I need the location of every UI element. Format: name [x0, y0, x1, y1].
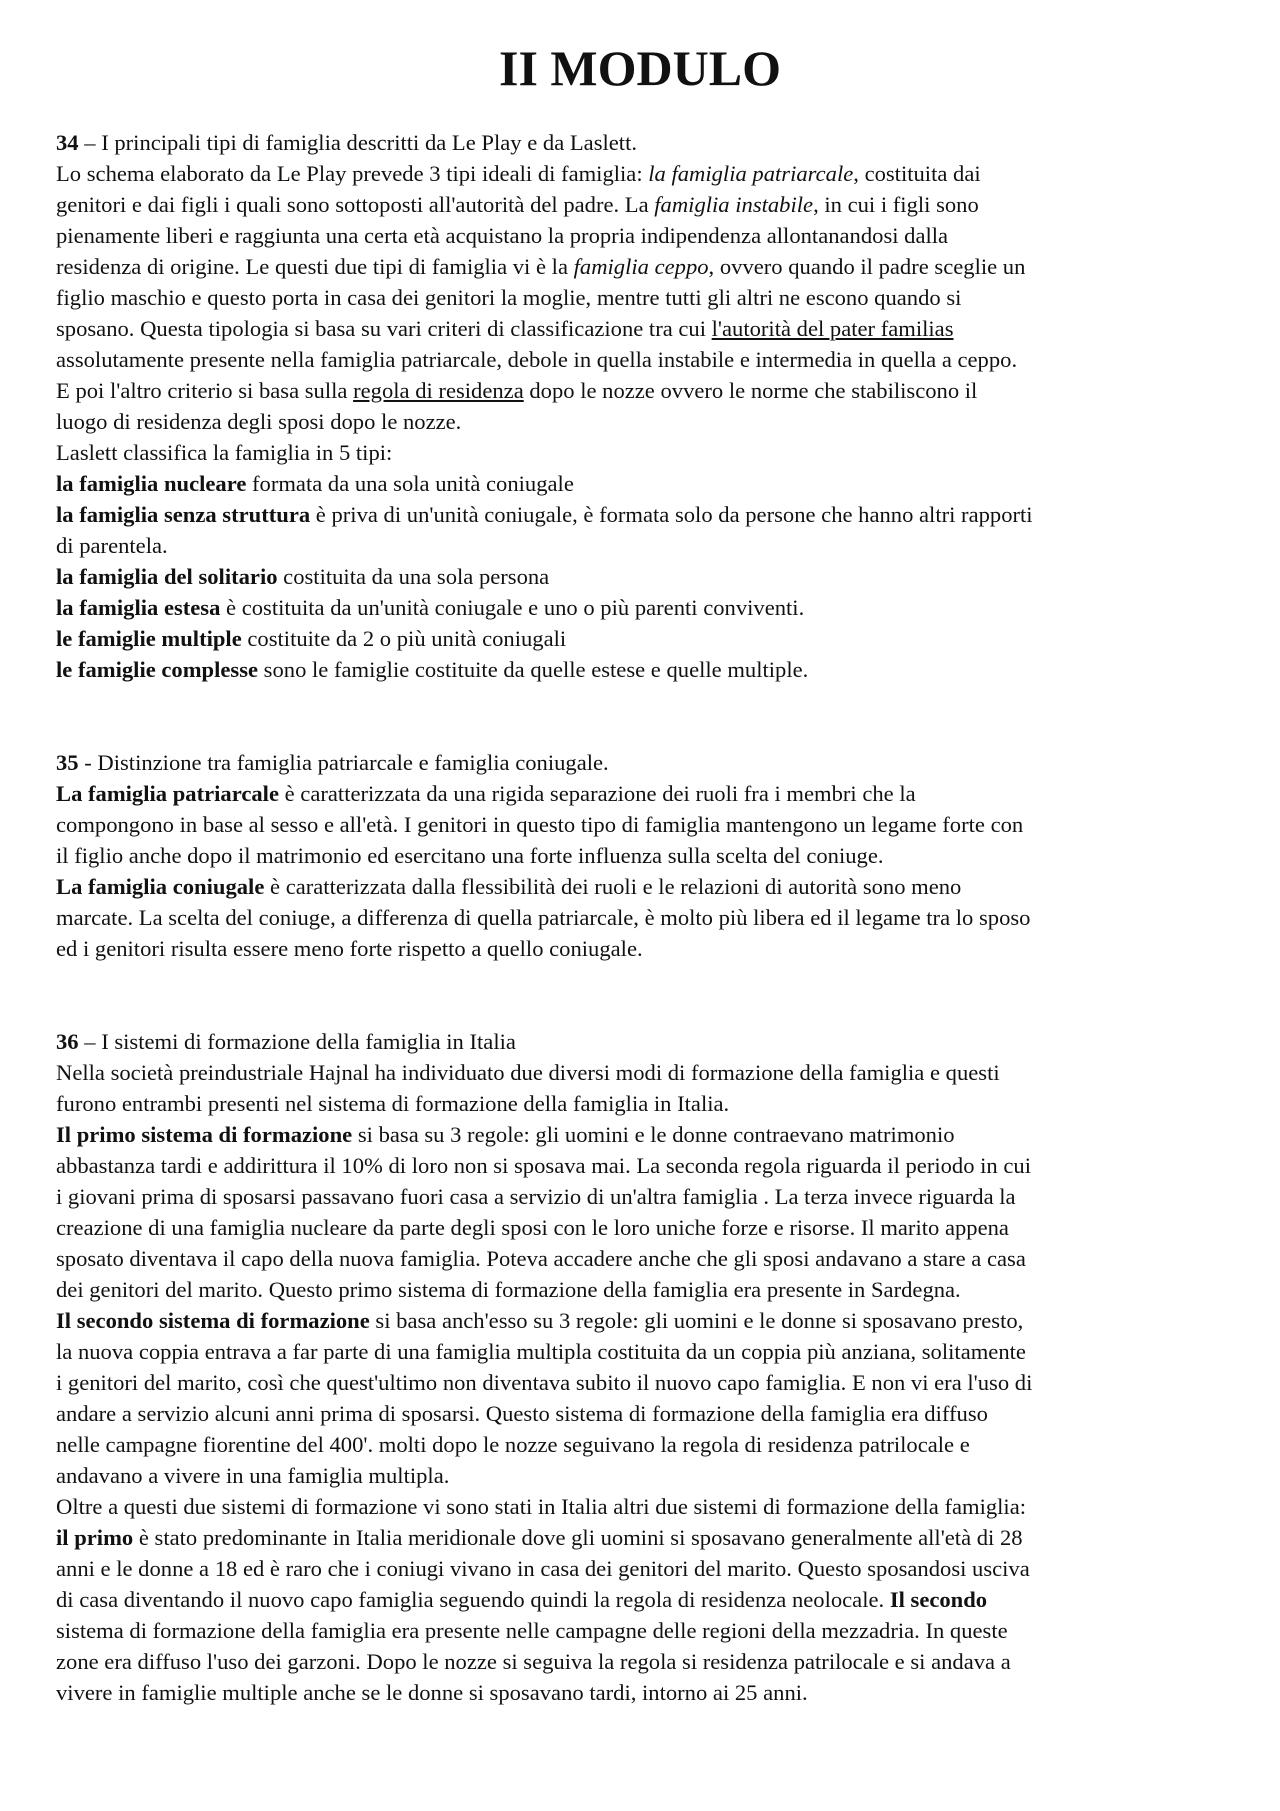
- text-line: assolutamente presente nella famiglia patriarcale, debole in quella instabile e intermedia in quella a ceppo.: [56, 347, 1018, 372]
- text-line: zone era diffuso l'uso dei garzoni. Dopo le nozze si seguiva la regola si residenza patrilocale e si andava a: [56, 1649, 1011, 1674]
- text-line: genitori e dai figli i quali sono sottoposti all'autorità del padre. La famiglia instabile, in cui i figli sono: [56, 192, 979, 217]
- text-line: luogo di residenza degli sposi dopo le nozze.: [56, 409, 462, 434]
- text-line: residenza di origine. Le questi due tipi di famiglia vi è la famiglia ceppo, ovvero quando il padre sceglie un: [56, 254, 1026, 279]
- text-line: E poi l'altro criterio si basa sulla regola di residenza dopo le nozze ovvero le norme che stabiliscono il: [56, 378, 978, 403]
- section-36: [56, 1026, 1231, 1708]
- text-line: sistema di formazione della famiglia era presente nelle campagne delle regioni della mezzadria. In queste: [56, 1618, 1008, 1643]
- section-35: [56, 747, 1231, 964]
- text-line: Oltre a questi due sistemi di formazione vi sono stati in Italia altri due sistemi di formazione della famiglia:: [56, 1494, 1027, 1519]
- emphasis: la famiglia patriarcale: [648, 161, 854, 186]
- emphasis: famiglia ceppo: [573, 254, 709, 279]
- text-line: creazione di una famiglia nucleare da parte degli sposi con le loro uniche forze e risorse. Il marito appena: [56, 1215, 1009, 1240]
- spacer: [56, 964, 1231, 1026]
- text-line: sposano. Questa tipologia si basa su vari criteri di classificazione tra cui l'autorità del pater familias: [56, 316, 954, 341]
- text-line: furono entrambi presenti nel sistema di formazione della famiglia in Italia.: [56, 1091, 730, 1116]
- text-line: andavano a vivere in una famiglia multipla.: [56, 1463, 450, 1488]
- list-item: la famiglia estesa è costituita da un'unità coniugale e uno o più parenti conviventi.: [56, 595, 805, 620]
- text-line: compongono in base al sesso e all'età. I genitori in questo tipo di famiglia mantengono un legame forte con: [56, 812, 1024, 837]
- text-line: nelle campagne fiorentine del 400'. molti dopo le nozze seguivano la regola di residenza patrilocale e: [56, 1432, 970, 1457]
- text-line: sposato diventava il capo della nuova famiglia. Poteva accadere anche che gli sposi andavano a stare a casa: [56, 1246, 1026, 1271]
- underlined-term: l'autorità del pater familias: [711, 316, 954, 341]
- section-heading: 34 – I principali tipi di famiglia descritti da Le Play e da Laslett.: [56, 130, 637, 155]
- text-line: la nuova coppia entrava a far parte di una famiglia multipla costituita da un coppia più anziana, solitamente: [56, 1339, 1026, 1364]
- text-line: La famiglia coniugale è caratterizzata dalla flessibilità dei ruoli e le relazioni di autorità sono meno: [56, 874, 962, 899]
- section-number: 34: [56, 130, 79, 155]
- text-line: Il secondo sistema di formazione si basa anch'esso su 3 regole: gli uomini e le donne si sposavano presto,: [56, 1308, 1024, 1333]
- text-line: pienamente liberi e raggiunta una certa età acquistano la propria indipendenza allontanandosi dalla: [56, 223, 949, 248]
- text-line: figlio maschio e questo porta in casa dei genitori la moglie, mentre tutti gli altri ne escono quando si: [56, 285, 962, 310]
- text-line: Nella società preindustriale Hajnal ha individuato due diversi modi di formazione della famiglia e questi: [56, 1060, 1000, 1085]
- text-line: Laslett classifica la famiglia in 5 tipi:: [56, 440, 393, 465]
- text-line: i giovani prima di sposarsi passavano fuori casa a servizio di un'altra famiglia . La terza invece riguarda la: [56, 1184, 1016, 1209]
- section-34: [56, 127, 1231, 685]
- text-line: ed i genitori risulta essere meno forte rispetto a quello coniugale.: [56, 936, 643, 961]
- text-line: i genitori del marito, così che quest'ultimo non diventava subito il nuovo capo famiglia. E non vi era l'uso di: [56, 1370, 1033, 1395]
- section-heading: 35 - Distinzione tra famiglia patriarcale e famiglia coniugale.: [56, 750, 609, 775]
- list-item: le famiglie complesse sono le famiglie costituite da quelle estese e quelle multiple.: [56, 657, 809, 682]
- text-line: Lo schema elaborato da Le Play prevede 3 tipi ideali di famiglia: la famiglia patriarcale, costituita dai: [56, 161, 981, 186]
- section-number: 35: [56, 750, 79, 775]
- text-line: vivere in famiglie multiple anche se le donne si sposavano tardi, intorno ai 25 anni.: [56, 1680, 808, 1705]
- page-title: II MODULO: [499, 40, 781, 96]
- text-line: anni e le donne a 18 ed è raro che i coniugi vivano in casa dei genitori del marito. Questo sposandosi usciva: [56, 1556, 1030, 1581]
- spacer: [56, 685, 1231, 747]
- text-line: La famiglia patriarcale è caratterizzata da una rigida separazione dei ruoli fra i membri che la: [56, 781, 916, 806]
- text-line: abbastanza tardi e addirittura il 10% di loro non si sposava mai. La seconda regola riguarda il periodo in cui: [56, 1153, 1031, 1178]
- list-item: le famiglie multiple costituite da 2 o più unità coniugali: [56, 626, 567, 651]
- text-line: dei genitori del marito. Questo primo sistema di formazione della famiglia era presente in Sardegna.: [56, 1277, 961, 1302]
- section-number: 36: [56, 1029, 79, 1054]
- text-line: Il primo sistema di formazione si basa su 3 regole: gli uomini e le donne contraevano matrimonio: [56, 1122, 955, 1147]
- text-line: di casa diventando il nuovo capo famiglia seguendo quindi la regola di residenza neolocale. Il secondo: [56, 1587, 988, 1612]
- text-line: andare a servizio alcuni anni prima di sposarsi. Questo sistema di formazione della famiglia era diffuso: [56, 1401, 988, 1426]
- text-line: il primo è stato predominante in Italia meridionale dove gli uomini si sposavano generalmente all'età di 28: [56, 1525, 1023, 1550]
- list-item: la famiglia senza struttura è priva di un'unità coniugale, è formata solo da persone che hanno altri rapporti: [56, 502, 1033, 527]
- document-body: [56, 127, 1231, 1708]
- text-line: il figlio anche dopo il matrimonio ed esercitano una forte influenza sulla scelta del coniuge.: [56, 843, 884, 868]
- emphasis: famiglia instabile: [654, 192, 814, 217]
- underlined-term: regola di residenza: [353, 378, 524, 403]
- list-item: la famiglia del solitario costituita da una sola persona: [56, 564, 550, 589]
- section-heading: 36 – I sistemi di formazione della famiglia in Italia: [56, 1029, 516, 1054]
- list-item-continuation: di parentela.: [56, 533, 168, 558]
- text-line: marcate. La scelta del coniuge, a differenza di quella patriarcale, è molto più libera ed il legame tra lo sposo: [56, 905, 1031, 930]
- list-item: la famiglia nucleare formata da una sola unità coniugale: [56, 471, 574, 496]
